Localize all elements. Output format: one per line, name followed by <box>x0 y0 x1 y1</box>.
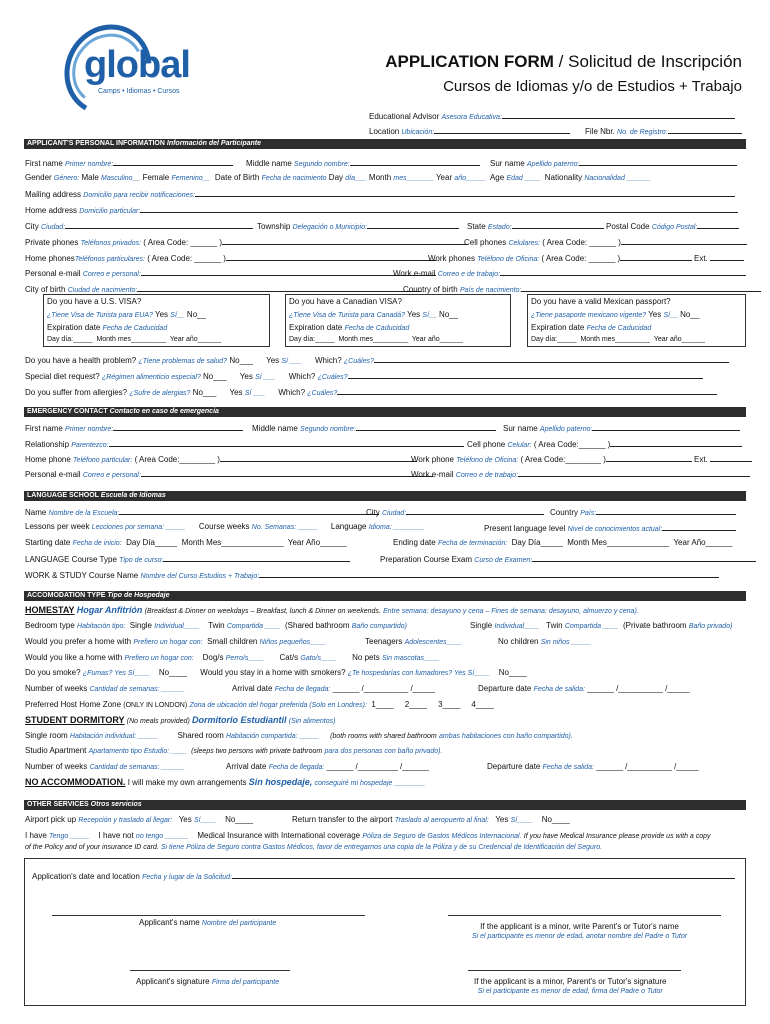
passport-yesno[interactable]: ¿Tiene pasaporte mexicano vigente? Yes Sí__ No__ <box>531 310 700 319</box>
emergency-first-name[interactable]: First name Primer nombre: <box>25 422 243 433</box>
homestay-arrival[interactable]: Arrival date Fecha de llegada: ______ /__________ /_____ <box>232 684 435 693</box>
mailing-address-field[interactable]: Mailing address Domicilio para recibir notificaciones: <box>25 188 735 199</box>
studio-row[interactable]: Studio Apartment Apartamento tipo Estudio: ____ (sleeps two persons with private bathroom para dos personas con baño privado). <box>25 746 443 755</box>
section-accommodation: ACCOMODATION TYPE Tipo de Hospedaje <box>24 591 746 601</box>
work-ext-field[interactable]: Ext. <box>694 252 744 263</box>
page-subtitle: Cursos de Idiomas y/o de Estudios + Trabajo <box>443 78 742 95</box>
homestay-weeks[interactable]: Number of weeks Cantidad de semanas: ______ <box>25 684 185 693</box>
advisor-field[interactable]: Educational Advisor Asesora Educativa: <box>369 110 735 121</box>
personal-email-field[interactable]: Personal e-mail Correo e personal: <box>25 267 436 278</box>
emergency-middle-name[interactable]: Middle name Segundo nombre: <box>252 422 496 433</box>
us-visa-date[interactable]: Day día:_____ Month mes_________ Year año______ <box>47 336 222 343</box>
home-phones-field[interactable]: Home phonesTeléfonos particulares: ( Area Code: ______ ) <box>25 252 436 263</box>
work-email-field[interactable]: Work e-mail Correo e de trabajo: <box>393 267 746 278</box>
section-language: LANGUAGE SCHOOL Escuela de Idiomas <box>24 491 746 501</box>
dormitory-heading: STUDENT DORMITORY (No meals provided) Dormitorio Estudiantil (Sin alimentos) <box>25 715 336 725</box>
host-zone-row[interactable]: Preferred Host Home Zone (ONLY IN LONDON) Zona de ubicación del hogar preferida (Solo en Londres): 1____ 2____ 3____ 4____ <box>25 700 494 709</box>
application-date-location[interactable]: Application's date and location Fecha y lugar de la Solicitud: <box>32 870 735 881</box>
location-field[interactable]: Location Ubicación: <box>369 125 570 136</box>
dorm-departure[interactable]: Departure date Fecha de salida: ______ /__________ /_____ <box>487 762 699 771</box>
section-personal: APPLICANT'S PERSONAL INFORMATION Información del Participante <box>24 139 746 149</box>
postal-code-field[interactable]: Postal Code Código Postal: <box>606 220 739 231</box>
airport-pickup[interactable]: Airport pick up Recepción y traslado al llegar: Yes Sí____ No____ <box>25 815 254 824</box>
pets-preference-row[interactable]: Would you like a home with Prefiero un hogar con: Dog/s Perro/s____ Cat/s Gato/s____ No pets Sin mascotas____ <box>25 653 440 662</box>
insurance-row[interactable]: I have Tengo _____ I have not no tengo ______ Medical Insurance with International coverage Póliza de Seguro de Gastos Médicos Internacional. If you have Medical Insurance please provide us with a copy <box>25 831 711 840</box>
canada-visa-question: Do you have a Canadian VISA? <box>289 297 402 306</box>
dorm-weeks[interactable]: Number of weeks Cantidad de semanas: ______ <box>25 762 185 771</box>
gender-row[interactable]: Gender Género: Male Masculino__ Female Femenino__ Date of Birth Fecha de nacimiento Day día___ Month mes_______ Year año_____ Age Edad ____ Nationality Nacionalidad ______ <box>25 173 651 182</box>
township-field[interactable]: Township Delegación o Municipio: <box>257 220 459 231</box>
city-field[interactable]: City Ciudad: <box>25 220 253 231</box>
private-phones-field[interactable]: Private phones Teléfonos privados: ( Area Code: ______ ) <box>25 236 467 247</box>
bedroom-type-row[interactable]: Bedroom type Habitación tipo: Single Individual____ Twin Compartida ____ (Shared bathroom Baño compartido) <box>25 621 407 630</box>
smoke-row[interactable]: Do you smoke? ¿Fumas? Yes Sí____ No____ Would you stay in a home with smokers? ¿Te hospedarías con fumadores? Yes Sí____ No____ <box>25 668 527 677</box>
ending-date[interactable]: Ending date Fecha de terminación: Day Día_____ Month Mes______________ Year Año______ <box>393 538 733 547</box>
emergency-ext[interactable]: Ext. <box>694 453 752 464</box>
school-name[interactable]: Name Nombre de la Escuela: <box>25 506 379 517</box>
canada-visa-expiration: Expiration date Fecha de Caducidad <box>289 323 410 332</box>
middle-name-field[interactable]: Middle name Segundo nombre: <box>246 157 480 168</box>
emergency-surname[interactable]: Sur name Apellido paterno: <box>503 422 740 433</box>
work-phones-field[interactable]: Work phones Teléfono de Oficina: ( Area Code: ______ ) <box>428 252 692 263</box>
emergency-work-email[interactable]: Work e-mail Correo e de trabajo: <box>411 468 750 479</box>
applicant-signature-line[interactable] <box>130 962 290 971</box>
bedroom-private-row[interactable]: Single Individual____ Twin Compartida ____ (Private bathroom Baño privado) <box>470 621 733 630</box>
first-name-field[interactable]: First name Primer nombre: <box>25 157 233 168</box>
tutor-name-line[interactable] <box>448 907 721 916</box>
emergency-home-phone[interactable]: Home phone Teléfono particular: ( Area Code:________ ) <box>25 453 416 464</box>
children-preference-row[interactable]: Would you prefer a home with Prefiero un hogar con: Small children Niños pequeños____ <box>25 637 326 646</box>
logo-word: global <box>84 44 190 86</box>
applicant-signature-label: Applicant's signature Firma del participante <box>136 977 280 986</box>
lessons-row[interactable]: Lessons per week Lecciones por semana: _____ Course weeks No. Semanas: _____ Language Idioma: ________ <box>25 522 425 531</box>
file-number-field[interactable]: File Nbr. No. de Registro: <box>585 125 742 136</box>
logo-sub: Camps • Idiomas • Cursos <box>98 88 180 95</box>
country-of-birth-field[interactable]: Country of birth País de nacimiento: <box>403 283 761 294</box>
canada-visa-yesno[interactable]: ¿Tiene Visa de Turista para Canadá? Yes Sí__ No__ <box>289 310 459 319</box>
school-city[interactable]: City Ciudad: <box>366 506 544 517</box>
emergency-personal-email[interactable]: Personal e-mail Correo e personal: <box>25 468 433 479</box>
dorm-rooms-row[interactable]: Single room Habitación individual: _____ Shared room Habitación compartida: _____ (both rooms with shared bathroom ambas habitaciones con baño compartido). <box>25 731 573 740</box>
us-visa-question: Do you have a U.S. VISA? <box>47 297 142 306</box>
teenagers-option[interactable]: Teenagers Adolescentes____ <box>365 637 463 646</box>
emergency-cell[interactable]: Cell phone Celular: ( Area Code:______ ) <box>467 438 742 449</box>
exam-course[interactable]: Preparation Course Exam Curso de Examen: <box>380 553 756 564</box>
logo <box>58 22 208 112</box>
return-transfer[interactable]: Return transfer to the airport Traslado al aeropuerto al final: Yes Sí____ No____ <box>292 815 570 824</box>
section-emergency: EMERGENCY CONTACT Contacto en caso de emergencia <box>24 407 746 417</box>
special-diet-row[interactable]: Special diet request? ¿Régimen alimenticio especial? No___ Yes Sí ___ Which? ¿Cuáles? <box>25 370 703 381</box>
section-other-services: OTHER SERVICES Otros servicios <box>24 800 746 810</box>
emergency-work-phone[interactable]: Work phone Teléfono de Oficina: ( Area Code:________ ) <box>411 453 692 464</box>
no-accommodation-row[interactable]: NO ACCOMMODATION. I will make my own arrangements Sin hospedaje, conseguiré mi hospedaje ________ <box>25 777 426 787</box>
page-title: APPLICATION FORM / Solicitud de Inscripción <box>385 52 742 71</box>
passport-expiration: Expiration date Fecha de Caducidad <box>531 323 652 332</box>
school-country[interactable]: Country País: <box>550 506 736 517</box>
surname-field[interactable]: Sur name Apellido paterno: <box>490 157 737 168</box>
work-study-course[interactable]: WORK & STUDY Course Name Nombre del Curso Estudios + Trabajo: <box>25 569 719 580</box>
tutor-name-label: If the applicant is a minor, write Parent's or Tutor's name Si el participante es menor de edad, anotar nombre del Padre o Tutor <box>472 922 688 940</box>
passport-date[interactable]: Day día:_____ Month mes_________ Year año______ <box>531 336 706 343</box>
applicant-name-line[interactable] <box>52 907 365 916</box>
starting-date[interactable]: Starting date Fecha de inicio: Day Día_____ Month Mes______________ Year Año______ <box>25 538 347 547</box>
us-visa-yesno[interactable]: ¿Tiene Visa de Turista para EUA? Yes Sí__ No__ <box>47 310 207 319</box>
dorm-arrival[interactable]: Arrival date Fecha de llegada: ______ /_________ /______ <box>226 762 429 771</box>
allergies-row[interactable]: Do you suffer from allergies? ¿Sufre de alergias? No___ Yes Sí ___ Which? ¿Cuáles? <box>25 386 717 397</box>
passport-question: Do you have a valid Mexican passport? <box>531 297 671 306</box>
course-type[interactable]: LANGUAGE Course Type Tipo de curso: <box>25 553 350 564</box>
language-level[interactable]: Present language level Nivel de conocimientos actual: <box>484 522 736 533</box>
emergency-relationship[interactable]: Relationship Parentezco: <box>25 438 464 449</box>
homestay-departure[interactable]: Departure date Fecha de salida: ______ /__________ /_____ <box>478 684 690 693</box>
cell-phones-field[interactable]: Cell phones Celulares: ( Area Code: ______ ) <box>464 236 747 247</box>
canada-visa-date[interactable]: Day día:_____ Month mes_________ Year año______ <box>289 336 464 343</box>
insurance-note: of the Policy and of your insurance ID card. Si tiene Póliza de Seguro contra Gastos Médicos, favor de entregarnos una copia de la Póliza y de su Credencial de Identificación del Seguro. <box>25 844 603 851</box>
state-field[interactable]: State Estado: <box>467 220 604 231</box>
applicant-name-label: Applicant's name Nombre del participante <box>139 918 277 927</box>
no-children-option[interactable]: No children Sin niños _____ <box>498 637 591 646</box>
health-problem-row[interactable]: Do you have a health problem? ¿Tiene problemas de salud? No___ Yes Sí ___ Which? ¿Cuáles? <box>25 354 729 365</box>
homestay-heading: HOMESTAY Hogar Anfitrión (Breakfast & Dinner on weekdays – Breakfast, lunch & Dinner on weekends. Entre semana: desayuno y cena – Fines de semana: desayuno, almuerzo y cena). <box>25 605 639 615</box>
tutor-signature-label: If the applicant is a minor, Parent's or Tutor's signature Si el participante es menor de edad, firma del Padre o Tutor <box>474 977 667 995</box>
home-address-field[interactable]: Home address Domicilio particular: <box>25 204 738 215</box>
tutor-signature-line[interactable] <box>468 962 681 971</box>
us-visa-expiration: Expiration date Fecha de Caducidad <box>47 323 168 332</box>
city-of-birth-field[interactable]: City of birth Ciudad de nacimiento: <box>25 283 421 294</box>
